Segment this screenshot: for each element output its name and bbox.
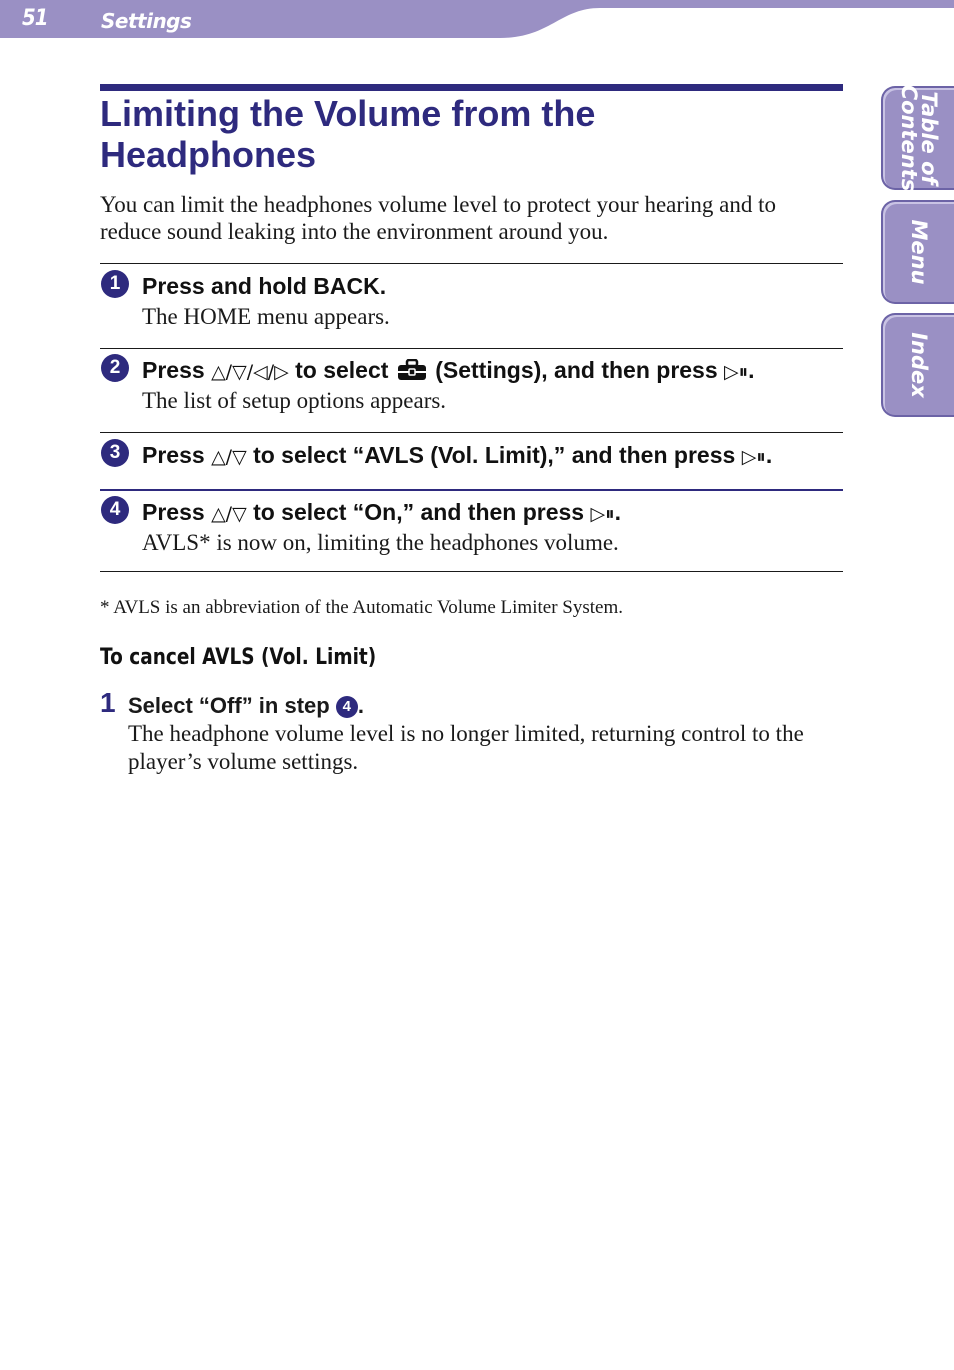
step-4-text: . [614,499,622,525]
tab-index[interactable] [881,313,954,417]
step-1-body: The HOME menu appears. [142,304,390,329]
cancel-subheading: To cancel AVLS (Vol. Limit) [100,645,377,670]
page-number: 51 [22,6,48,31]
page-title: Limiting the Volume from the Headphones [100,93,596,175]
tab-table-of-contents-label [896,84,941,192]
divider [100,432,843,433]
page-header [0,0,954,40]
play-pause-icon: ▷⏸ [741,446,766,468]
divider [100,489,843,491]
play-pause-icon: ▷⏸ [590,503,615,525]
tab-table-of-contents[interactable] [881,86,954,190]
step-2-text: Press [142,357,212,383]
step-number-2: 2 [101,354,129,382]
step-4-text: to select “On,” and then press [246,499,591,525]
step-3-text: Press [142,442,212,468]
step-4-text: Press [142,499,212,525]
footnote: * AVLS is an abbreviation of the Automatic Volume Limiter System. [100,597,623,618]
cancel-step-heading [128,692,364,720]
step-reference-badge: 4 [336,696,358,718]
step-4-body: AVLS* is now on, limiting the headphones volume. [142,530,619,555]
step-2-body: The list of setup options appears. [142,388,447,413]
step-number-1: 1 [101,270,129,298]
step-2-text: to select [288,357,395,383]
step-2-text: (Settings), and then press [428,357,725,383]
settings-toolbox-icon [397,359,427,387]
step-3-text: . [765,442,773,468]
step-2-text: . [748,357,755,383]
step-4-heading [142,498,621,528]
title-rule [100,84,843,91]
step-3-text: to select “AVLS (Vol. Limit),” and then press [246,442,742,468]
arrow-keys-icon: △/▽/◁/▷ [211,361,289,383]
cancel-step-body: The headphone volume level is no longer limited, returning control to the player’s volume settings. [128,721,804,774]
step-3-heading [142,441,772,471]
divider [100,263,843,264]
step-2-heading [142,356,755,387]
tab-menu[interactable] [881,200,954,304]
tab-toc-line2: Contents [896,84,921,192]
tab-menu-label: Menu [906,219,931,285]
section-name: Settings [101,9,192,33]
arrow-keys-icon: △/▽ [211,446,247,468]
intro-text: You can limit the headphones volume level to protect your hearing and to reduce sound leaking into the environment around you. [100,192,777,244]
cancel-step-text: . [357,693,364,718]
divider [100,348,843,349]
step-1-heading: Press and hold BACK. [142,273,387,299]
step-number-3: 3 [101,439,129,467]
tab-index-label: Index [906,332,931,398]
play-pause-icon: ▷⏸ [724,361,749,383]
step-number-4: 4 [101,496,129,524]
cancel-step-number: 1 [100,687,116,718]
divider [100,571,843,572]
tab-toc-line1: Table of [916,91,941,185]
cancel-step-text: Select “Off” in step [128,693,336,718]
arrow-keys-icon: △/▽ [211,503,247,525]
